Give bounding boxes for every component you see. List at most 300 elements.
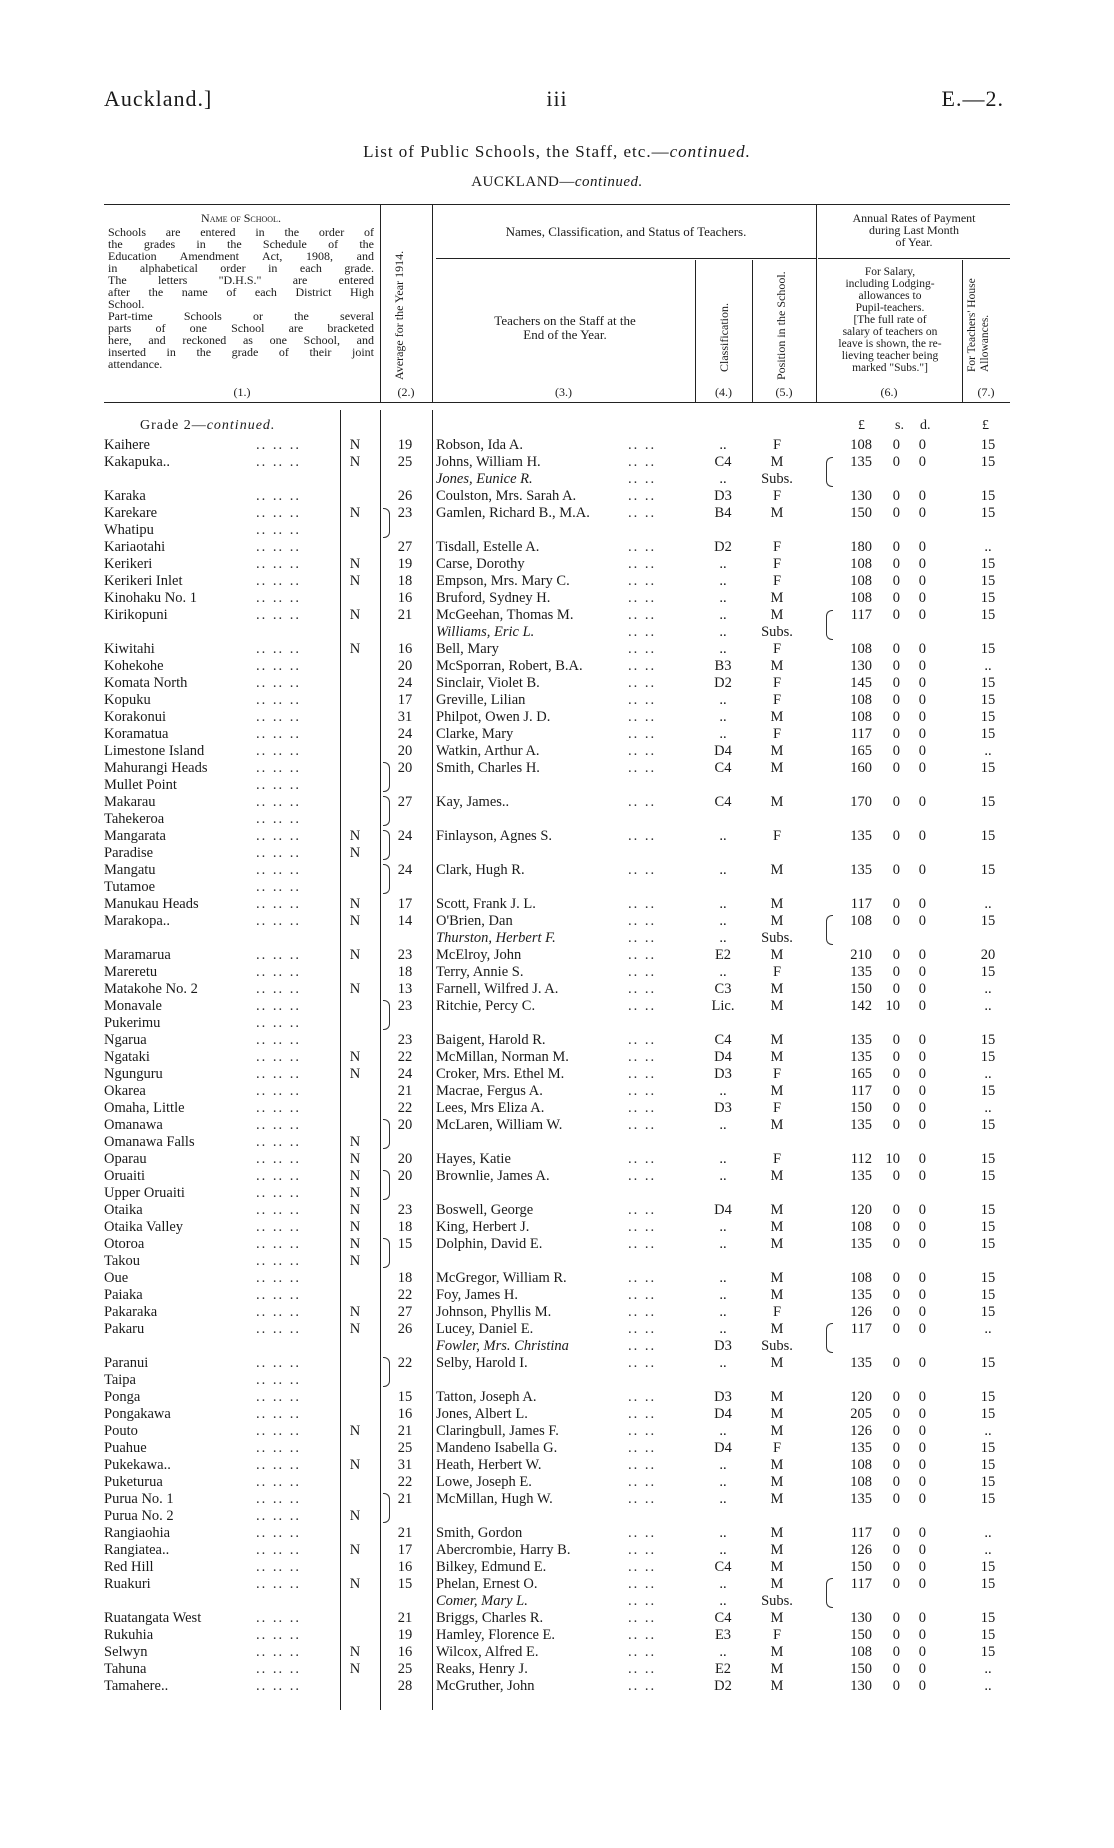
- salary-line: leave is shown, the re-: [838, 338, 942, 350]
- average-attendance: 23: [397, 1032, 413, 1048]
- school-name: Rangiatea..: [104, 1542, 170, 1558]
- table-row: [0, 1253, 1114, 1270]
- salary-amount: [842, 1117, 962, 1134]
- position: Subs.: [761, 1338, 793, 1354]
- title-main: List of Public Schools, the Staff, etc.—: [363, 142, 670, 161]
- school-name: Puketurua: [104, 1474, 163, 1490]
- leader-dots: .. .. ..: [256, 828, 301, 844]
- salary-line: allowances to: [858, 290, 922, 302]
- teacher-name: Jones, Albert L.: [436, 1406, 528, 1422]
- house-allowance: 15: [980, 1202, 996, 1218]
- unit-pound-house: £: [982, 418, 989, 433]
- leader-dots: .. ..: [628, 1406, 657, 1422]
- salary-shillings: 0: [892, 913, 900, 929]
- salary-pence: 0: [918, 1321, 926, 1337]
- salary-amount: [842, 1083, 962, 1100]
- salary-line: lieving teacher being: [841, 350, 939, 362]
- salary-pounds: 108: [850, 1644, 872, 1660]
- leader-dots: .. ..: [628, 1593, 657, 1609]
- leader-dots: .. ..: [628, 1117, 657, 1133]
- leader-dots: .. ..: [628, 1423, 657, 1439]
- salary-shillings: 0: [892, 964, 900, 980]
- school-name: Matakohe No. 2: [104, 981, 198, 997]
- name-of-school-line: parts of one School are bracketed: [108, 321, 374, 335]
- salary-shillings: 0: [892, 1032, 900, 1048]
- salary-shillings: 0: [892, 1236, 900, 1252]
- salary-pounds: 117: [850, 1525, 872, 1541]
- salary-pence: 0: [918, 1627, 926, 1643]
- salary-pence: 0: [918, 1678, 926, 1694]
- house-allowance: 15: [980, 1644, 996, 1660]
- salary-shillings: 0: [892, 794, 900, 810]
- classification: ..: [719, 1168, 727, 1184]
- leader-dots: .. .. ..: [256, 658, 301, 674]
- average-attendance: 21: [397, 1610, 413, 1626]
- school-bracket: [383, 864, 390, 894]
- header-position: Position in the School.: [774, 271, 788, 380]
- salary-line: marked "Subs."]: [852, 362, 928, 374]
- table-row: [0, 811, 1114, 828]
- leader-dots: .. .. ..: [256, 556, 301, 572]
- leader-dots: .. .. ..: [256, 879, 301, 895]
- salary-shillings: 0: [892, 1083, 900, 1099]
- school-name: Komata North: [104, 675, 188, 691]
- salary-amount: [842, 794, 962, 811]
- salary-pence: 0: [918, 1440, 926, 1456]
- classification: ..: [719, 437, 727, 453]
- leader-dots: .. ..: [628, 1219, 657, 1235]
- house-allowance: 15: [980, 1270, 996, 1286]
- salary-amount: [842, 1576, 962, 1593]
- average-attendance: 13: [397, 981, 413, 997]
- school-name: Oparau: [104, 1151, 147, 1167]
- teacher-name: Greville, Lilian: [436, 692, 526, 708]
- average-attendance: 22: [397, 1049, 413, 1065]
- table-row: [0, 607, 1114, 624]
- average-attendance: 16: [397, 641, 413, 657]
- position: M: [770, 1389, 784, 1405]
- school-name: Karaka: [104, 488, 146, 504]
- salary-pounds: 150: [850, 981, 872, 997]
- school-name: Kinohaku No. 1: [104, 590, 198, 606]
- average-attendance: 22: [397, 1287, 413, 1303]
- house-allowance: 15: [980, 590, 996, 606]
- average-attendance: 14: [397, 913, 413, 929]
- leader-dots: .. ..: [628, 1559, 657, 1575]
- unit-pence: d.: [920, 418, 931, 433]
- salary-pence: 0: [918, 1032, 926, 1048]
- school-name: Makarau: [104, 794, 156, 810]
- leader-dots: .. ..: [628, 1627, 657, 1643]
- leader-dots: .. ..: [628, 1151, 657, 1167]
- salary-pence: 0: [918, 675, 926, 691]
- salary-pounds: 142: [850, 998, 872, 1014]
- average-attendance: 17: [397, 896, 413, 912]
- leader-dots: .. ..: [628, 539, 657, 555]
- teacher-name: Williams, Eric L.: [436, 624, 535, 640]
- teacher-name: Macrae, Fergus A.: [436, 1083, 543, 1099]
- teacher-name: Finlayson, Agnes S.: [436, 828, 553, 844]
- salary-shillings: 0: [892, 1661, 900, 1677]
- salary-pounds: 117: [850, 726, 872, 742]
- teacher-name: Lees, Mrs Eliza A.: [436, 1100, 545, 1116]
- header-teachers-group: Names, Classification, and Status of Teachers.: [505, 224, 747, 239]
- teacher-name: Croker, Mrs. Ethel M.: [436, 1066, 565, 1082]
- position: M: [770, 709, 784, 725]
- salary-pence: 0: [918, 1406, 926, 1422]
- teacher-name: Dolphin, David E.: [436, 1236, 543, 1252]
- page-number: iii: [546, 86, 568, 111]
- leader-dots: .. .. ..: [256, 1287, 301, 1303]
- name-of-school-line: School.: [108, 297, 145, 311]
- table-row: [0, 777, 1114, 794]
- salary-shillings: 0: [892, 743, 900, 759]
- house-allowance: 15: [980, 964, 996, 980]
- classification: ..: [719, 964, 727, 980]
- average-attendance: 26: [397, 1321, 413, 1337]
- native-marker: N: [349, 947, 361, 963]
- salary-shillings: 0: [892, 862, 900, 878]
- teacher-name: Lowe, Joseph E.: [436, 1474, 532, 1490]
- position: M: [770, 1236, 784, 1252]
- salary-pounds: 150: [850, 1627, 872, 1643]
- position: M: [770, 862, 784, 878]
- position: M: [770, 760, 784, 776]
- salary-amount: [842, 1389, 962, 1406]
- average-attendance: 25: [397, 1661, 413, 1677]
- position: M: [770, 454, 784, 470]
- teacher-name: Fowler, Mrs. Christina: [436, 1338, 569, 1354]
- salary-pence: 0: [918, 1287, 926, 1303]
- school-name: Selwyn: [104, 1644, 148, 1660]
- school-name: Oue: [104, 1270, 129, 1286]
- teacher-name: Thurston, Herbert F.: [436, 930, 556, 946]
- leader-dots: .. ..: [628, 709, 657, 725]
- position: M: [770, 1083, 784, 1099]
- salary-line: [The full rate of: [853, 314, 927, 326]
- table-row: [0, 1508, 1114, 1525]
- salary-amount: [842, 590, 962, 607]
- leader-dots: .. ..: [628, 1202, 657, 1218]
- native-marker: N: [349, 1219, 361, 1235]
- leader-dots: .. .. ..: [256, 641, 301, 657]
- position: M: [770, 1032, 784, 1048]
- salary-amount: [842, 828, 962, 845]
- salary-amount: [842, 1559, 962, 1576]
- name-of-school-line: attendance.: [108, 357, 163, 371]
- table-row: [0, 1049, 1114, 1066]
- position: M: [770, 658, 784, 674]
- salary-pounds: 135: [850, 862, 872, 878]
- average-attendance: 15: [397, 1576, 413, 1592]
- average-attendance: 18: [397, 964, 413, 980]
- leader-dots: .. .. ..: [256, 743, 301, 759]
- table-row: [0, 675, 1114, 692]
- classification: ..: [719, 1491, 727, 1507]
- salary-amount: [842, 505, 962, 522]
- teacher-name: McMillan, Norman M.: [436, 1049, 569, 1065]
- average-attendance: 26: [397, 488, 413, 504]
- school-name: Purua No. 2: [104, 1508, 174, 1524]
- position: M: [770, 913, 784, 929]
- house-allowance: 15: [980, 1576, 996, 1592]
- native-marker: N: [349, 1202, 361, 1218]
- colnum-7: (7.): [977, 385, 995, 399]
- table-row: [0, 1270, 1114, 1287]
- school-name: Paranui: [104, 1355, 149, 1371]
- teacher-name: Smith, Charles H.: [436, 760, 540, 776]
- position: M: [770, 1559, 784, 1575]
- salary-pounds: 108: [850, 709, 872, 725]
- table-row: [0, 947, 1114, 964]
- salary-pounds: 117: [850, 607, 872, 623]
- title-cont: continued.: [669, 142, 751, 161]
- average-attendance: 20: [397, 760, 413, 776]
- table-row: [0, 1661, 1114, 1678]
- school-name: Ngarua: [104, 1032, 147, 1048]
- average-attendance: 22: [397, 1100, 413, 1116]
- table-row: [0, 1440, 1114, 1457]
- salary-amount: [842, 1508, 962, 1525]
- position: F: [772, 573, 782, 589]
- leader-dots: .. .. ..: [256, 1389, 301, 1405]
- classification: ..: [719, 1423, 727, 1439]
- leader-dots: .. .. ..: [256, 777, 301, 793]
- salary-shillings: 0: [892, 1270, 900, 1286]
- house-allowance: 15: [980, 1491, 996, 1507]
- school-name: Red Hill: [104, 1559, 154, 1575]
- position: Subs.: [761, 930, 793, 946]
- leader-dots: .. .. ..: [256, 1678, 301, 1694]
- table-row: [0, 624, 1114, 641]
- salary-pounds: 120: [850, 1389, 872, 1405]
- colnum-1: (1.): [233, 385, 251, 399]
- school-name: Monavale: [104, 998, 162, 1014]
- salary-pence: 0: [918, 709, 926, 725]
- table-row: [0, 1219, 1114, 1236]
- school-name: Pakaru: [104, 1321, 145, 1337]
- teacher-name: McElroy, John: [436, 947, 522, 963]
- table-row: [0, 1406, 1114, 1423]
- school-name: Taipa: [104, 1372, 136, 1388]
- leader-dots: .. ..: [628, 454, 657, 470]
- subs-bracket: [826, 610, 833, 640]
- teacher-name: Smith, Gordon: [436, 1525, 523, 1541]
- salary-pounds: 108: [850, 913, 872, 929]
- teacher-name: Kay, James..: [436, 794, 510, 810]
- house-allowance: 15: [980, 1168, 996, 1184]
- native-marker: N: [349, 437, 361, 453]
- salary-pence: 0: [918, 794, 926, 810]
- salary-amount: [842, 641, 962, 658]
- house-allowance: 15: [980, 1049, 996, 1065]
- house-allowance: 15: [980, 641, 996, 657]
- salary-amount: [842, 1491, 962, 1508]
- leader-dots: .. ..: [628, 1168, 657, 1184]
- leader-dots: .. ..: [628, 641, 657, 657]
- house-allowance: 15: [980, 1440, 996, 1456]
- school-name: Otoroa: [104, 1236, 145, 1252]
- leader-dots: .. .. ..: [256, 760, 301, 776]
- teacher-name: Tisdall, Estelle A.: [436, 539, 540, 555]
- leader-dots: .. ..: [628, 1304, 657, 1320]
- table-row: [0, 1032, 1114, 1049]
- classification: D4: [714, 1049, 732, 1065]
- salary-pounds: 108: [850, 641, 872, 657]
- teacher-name: Carse, Dorothy: [436, 556, 525, 572]
- leader-dots: .. ..: [628, 1270, 657, 1286]
- house-allowance: 15: [980, 1610, 996, 1626]
- leader-dots: .. .. ..: [256, 1559, 301, 1575]
- leader-dots: .. .. ..: [256, 1134, 301, 1150]
- leader-dots: .. .. ..: [256, 692, 301, 708]
- subtitle-main: AUCKLAND—: [471, 174, 575, 190]
- school-name: Kariaotahi: [104, 539, 166, 555]
- classification: C4: [714, 454, 732, 470]
- classification: C4: [714, 1559, 732, 1575]
- house-allowance: ..: [984, 1525, 992, 1541]
- leader-dots: .. .. ..: [256, 1270, 301, 1286]
- school-name: Pongakawa: [104, 1406, 171, 1422]
- classification: ..: [719, 1321, 727, 1337]
- leader-dots: .. .. ..: [256, 1440, 301, 1456]
- salary-amount: [842, 1304, 962, 1321]
- leader-dots: .. ..: [628, 1457, 657, 1473]
- leader-dots: .. .. ..: [256, 1457, 301, 1473]
- teacher-name: Clark, Hugh R.: [436, 862, 525, 878]
- name-of-school-line: Part-time Schools or the several: [108, 309, 374, 323]
- leader-dots: .. .. ..: [256, 1542, 301, 1558]
- leader-dots: .. .. ..: [256, 964, 301, 980]
- salary-shillings: 0: [892, 981, 900, 997]
- average-attendance: 20: [397, 1168, 413, 1184]
- header-house-allowance: For Teachers' House Allowances.: [966, 278, 991, 372]
- name-of-school-line: here, and reckoned as one School, and: [108, 333, 374, 347]
- teacher-name: Bell, Mary: [436, 641, 499, 657]
- average-attendance: 17: [397, 1542, 413, 1558]
- position: F: [772, 539, 782, 555]
- salary-pounds: 108: [850, 1270, 872, 1286]
- salary-amount: [842, 913, 962, 930]
- leader-dots: .. .. ..: [256, 709, 301, 725]
- salary-amount: [842, 556, 962, 573]
- salary-pounds: 135: [850, 1049, 872, 1065]
- salary-shillings: 0: [892, 658, 900, 674]
- salary-pounds: 130: [850, 1610, 872, 1626]
- salary-pounds: 135: [850, 1287, 872, 1303]
- leader-dots: .. ..: [628, 1083, 657, 1099]
- school-name: Tutamoe: [104, 879, 156, 895]
- salary-shillings: 0: [892, 1389, 900, 1405]
- school-name: Otaika: [104, 1202, 143, 1218]
- salary-shillings: 0: [892, 1678, 900, 1694]
- leader-dots: .. .. ..: [256, 998, 301, 1014]
- native-marker: N: [349, 1185, 361, 1201]
- salary-pence: 0: [918, 1576, 926, 1592]
- salary-pounds: 130: [850, 1678, 872, 1694]
- classification: ..: [719, 607, 727, 623]
- leader-dots: .. ..: [628, 590, 657, 606]
- salary-pounds: 180: [850, 539, 872, 555]
- salary-shillings: 0: [892, 1100, 900, 1116]
- average-attendance: 18: [397, 1219, 413, 1235]
- salary-amount: [842, 1219, 962, 1236]
- average-attendance: 20: [397, 658, 413, 674]
- average-attendance: 21: [397, 1491, 413, 1507]
- position: F: [772, 692, 782, 708]
- teacher-name: McGruther, John: [436, 1678, 535, 1694]
- salary-pence: 0: [918, 641, 926, 657]
- salary-amount: [842, 1168, 962, 1185]
- house-allowance: ..: [984, 658, 992, 674]
- table-row: [0, 1151, 1114, 1168]
- leader-dots: .. ..: [628, 1049, 657, 1065]
- teacher-name: Jones, Eunice R.: [436, 471, 533, 487]
- average-attendance: 23: [397, 947, 413, 963]
- salary-amount: [842, 1525, 962, 1542]
- colnum-2: (2.): [397, 385, 415, 399]
- position: M: [770, 981, 784, 997]
- salary-pence: 0: [918, 1491, 926, 1507]
- school-name: Kohekohe: [104, 658, 164, 674]
- position: M: [770, 1270, 784, 1286]
- table-row: [0, 828, 1114, 845]
- teacher-name: Lucey, Daniel E.: [436, 1321, 534, 1337]
- leader-dots: .. ..: [628, 1389, 657, 1405]
- table-row: [0, 692, 1114, 709]
- salary-pence: 0: [918, 590, 926, 606]
- leader-dots: .. .. ..: [256, 1576, 301, 1592]
- salary-pounds: 135: [850, 1117, 872, 1133]
- house-allowance: ..: [984, 1678, 992, 1694]
- salary-pounds: 160: [850, 760, 872, 776]
- salary-pounds: 117: [850, 1576, 872, 1592]
- salary-pence: 0: [918, 1457, 926, 1473]
- teacher-name: Foy, James H.: [436, 1287, 519, 1303]
- position: M: [770, 1474, 784, 1490]
- leader-dots: .. ..: [628, 1474, 657, 1490]
- native-marker: N: [349, 913, 361, 929]
- salary-pounds: 120: [850, 1202, 872, 1218]
- salary-pence: 0: [918, 1644, 926, 1660]
- teacher-name: Reaks, Henry J.: [436, 1661, 528, 1677]
- teacher-name: Gamlen, Richard B., M.A.: [436, 505, 590, 521]
- table-row: [0, 1304, 1114, 1321]
- salary-amount: [842, 1236, 962, 1253]
- classification: ..: [719, 726, 727, 742]
- leader-dots: .. .. ..: [256, 1372, 301, 1388]
- house-allowance: ..: [984, 896, 992, 912]
- leader-dots: .. ..: [628, 726, 657, 742]
- school-name: Mahurangi Heads: [104, 760, 208, 776]
- leader-dots: .. .. ..: [256, 1610, 301, 1626]
- salary-amount: [842, 879, 962, 896]
- salary-shillings: 0: [892, 454, 900, 470]
- salary-amount: [842, 726, 962, 743]
- salary-shillings: 0: [892, 1542, 900, 1558]
- table-row: [0, 998, 1114, 1015]
- average-attendance: 25: [397, 1440, 413, 1456]
- position: M: [770, 1049, 784, 1065]
- native-marker: N: [349, 1134, 361, 1150]
- position: M: [770, 1406, 784, 1422]
- teacher-name: Phelan, Ernest O.: [436, 1576, 538, 1592]
- classification: ..: [719, 862, 727, 878]
- table-row: [0, 1236, 1114, 1253]
- leader-dots: .. .. ..: [256, 607, 301, 623]
- grade-main: Grade 2—: [140, 418, 207, 433]
- leader-dots: .. .. ..: [256, 1066, 301, 1082]
